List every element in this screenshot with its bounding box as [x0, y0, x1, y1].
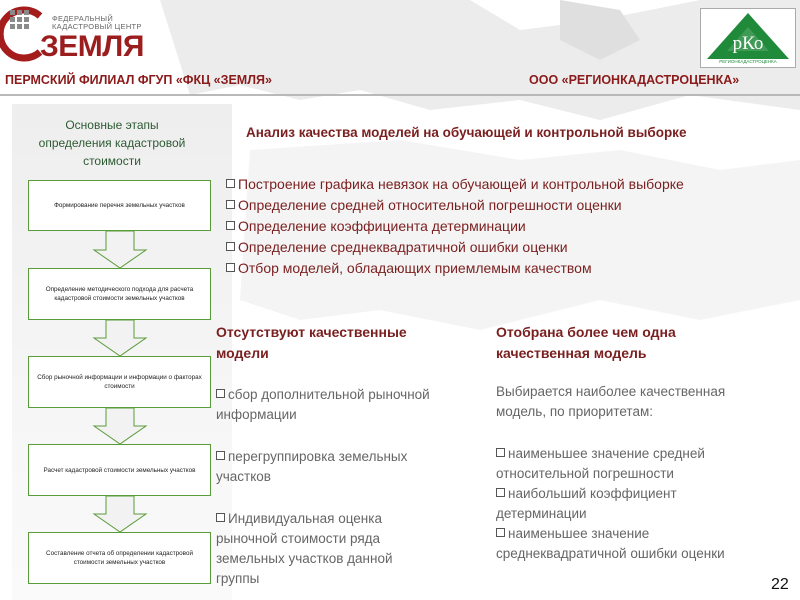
checkbox-bullet-icon: [226, 221, 235, 230]
rko-logo-letters: рКо: [732, 33, 764, 54]
flow-arrow: [94, 320, 146, 356]
flow-arrow: [94, 408, 146, 444]
org-left-name: ПЕРМСКИЙ ФИЛИАЛ ФГУП «ФКЦ «ЗЕМЛЯ»: [5, 73, 272, 87]
checkbox-bullet-icon: [216, 513, 225, 522]
checkbox-bullet-icon: [216, 389, 225, 398]
org-right-name: ООО «РЕГИОНКАДАСТРОЦЕНКА»: [529, 73, 740, 87]
page-number: 22: [771, 576, 789, 593]
checkbox-bullet-icon: [226, 200, 235, 209]
flow-step-2: Определение методического подхода для расчета кадастровой стоимости земельных участков: [28, 268, 211, 320]
right-col-item: наименьшее значение среднеквадратичной ошибки оценки: [496, 526, 725, 561]
flow-step-4: Расчет кадастровой стоимости земельных участков: [28, 444, 211, 496]
checkbox-bullet-icon: [496, 448, 505, 457]
flow-step-3: Сбор рыночной информации и информации о факторах стоимости: [28, 356, 211, 408]
left-col-item: перегруппировка земельных участков: [216, 449, 408, 484]
quality-bullet: Определение средней относительной погрешности оценки: [226, 195, 684, 216]
checkbox-bullet-icon: [226, 263, 235, 272]
flow-arrow: [94, 231, 146, 268]
no-quality-models-column: [216, 322, 488, 589]
logo-left-line2: КАДАСТРОВЫЙ ЦЕНТР: [52, 22, 142, 31]
flow-step-5: Составление отчета об определении кадастровой стоимости земельных участков: [28, 532, 211, 584]
left-col-item: Индивидуальная оценка рыночной стоимости ряда земельных участков данной группы: [216, 511, 393, 586]
rko-logo-caption: РЕГИОНКАДАСТРОЦЕНКА: [719, 59, 777, 64]
quality-bullet: Определение коэффициента детерминации: [226, 216, 684, 237]
right-col-intro: Выбирается наиболее качественная модель, по приоритетам:: [496, 384, 726, 419]
quality-bullets: [226, 174, 684, 279]
sidebar-title-line: стоимости: [83, 154, 141, 168]
checkbox-bullet-icon: [496, 488, 505, 497]
checkbox-bullet-icon: [216, 451, 225, 460]
checkbox-bullet-icon: [226, 242, 235, 251]
flow-arrow: [94, 496, 146, 532]
left-col-item: сбор дополнительной рыночной информации: [216, 387, 430, 422]
quality-bullet: Определение среднеквадратичной ошибки оценки: [226, 237, 684, 258]
right-col-heading: Отобрана более чем одна качественная модель: [496, 324, 676, 361]
logo-left-line1: ФЕДЕРАЛЬНЫЙ: [52, 14, 114, 23]
sidebar-title-line: определения кадастровой: [38, 136, 186, 150]
main-title: Анализ качества моделей на обучающей и контрольной выборке: [246, 125, 687, 140]
quality-model-selected-column: [496, 322, 796, 564]
flow-step-1: Формирование перечня земельных участков: [28, 180, 211, 231]
quality-bullet: Отбор моделей, обладающих приемлемым качеством: [226, 258, 684, 279]
right-col-item: наименьшее значение средней относительной погрешности: [496, 446, 705, 481]
checkbox-bullet-icon: [496, 528, 505, 537]
checkbox-bullet-icon: [226, 179, 235, 188]
logo-left-name: ЗЕМЛЯ: [40, 30, 144, 63]
left-col-heading: Отсутствуют качественные модели: [216, 324, 407, 361]
sidebar-title-line: Основные этапы: [65, 118, 159, 132]
quality-bullet: Построение графика невязок на обучающей и контрольной выборке: [226, 174, 684, 195]
right-col-item: наибольший коэффициент детерминации: [496, 486, 677, 521]
